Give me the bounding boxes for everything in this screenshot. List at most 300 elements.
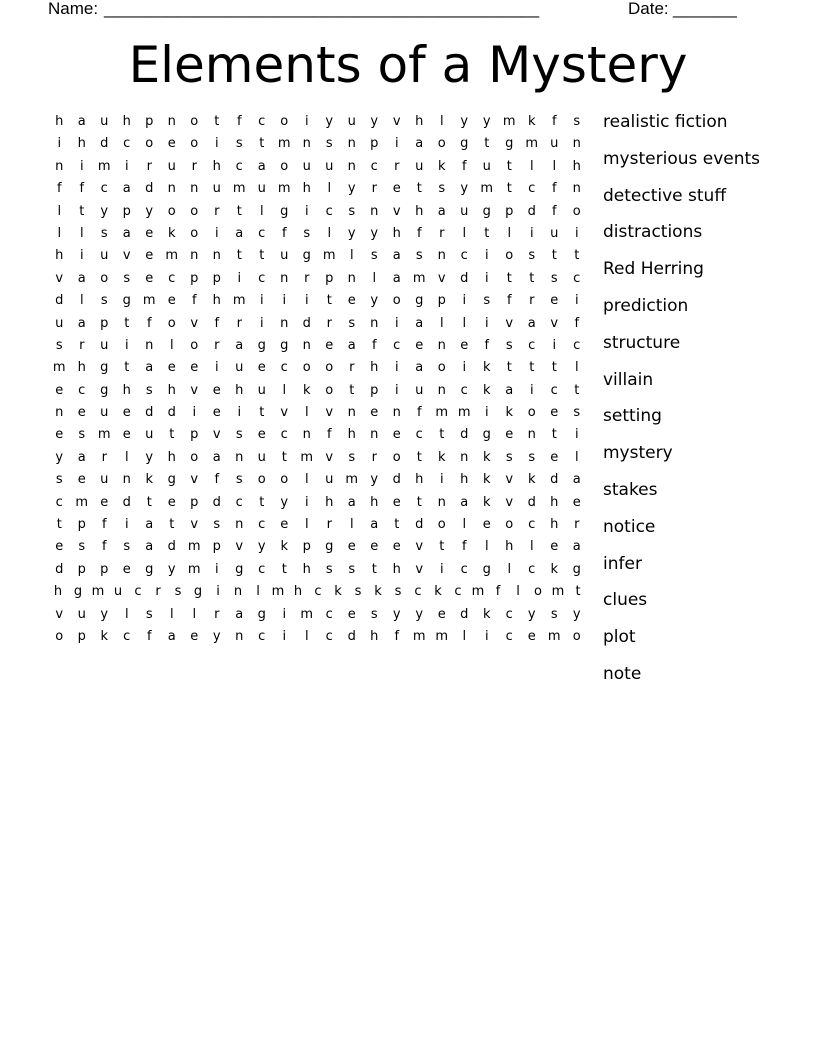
- grid-letter: u: [167, 158, 176, 174]
- grid-letter: y: [100, 606, 109, 622]
- grid-letter: i: [304, 114, 309, 129]
- grid-letter: e: [392, 181, 401, 197]
- grid-letter: e: [212, 405, 221, 421]
- grid-letter: d: [167, 539, 176, 555]
- grid-letter: c: [78, 382, 86, 398]
- grid-letter: f: [461, 158, 467, 174]
- grid-letter: c: [123, 136, 131, 152]
- grid-letter: n: [437, 382, 446, 398]
- grid-letter: d: [347, 628, 356, 644]
- grid-letter: t: [124, 360, 130, 376]
- grid-letter: k: [482, 472, 491, 488]
- grid-letter: t: [371, 561, 377, 577]
- grid-letter: c: [280, 427, 288, 443]
- grid-letter: t: [439, 427, 445, 443]
- grid-letter: a: [77, 114, 86, 129]
- grid-letter: r: [214, 337, 220, 353]
- grid-letter: m: [232, 181, 246, 197]
- grid-letter: y: [257, 539, 266, 555]
- grid-letter: v: [415, 561, 424, 577]
- date-field: _______: [673, 0, 737, 18]
- grid-row: [48, 156, 588, 178]
- grid-row: [48, 223, 588, 245]
- grid-letter: k: [280, 539, 289, 555]
- word-list-item: stakes: [603, 479, 658, 500]
- grid-letter: t: [551, 360, 557, 376]
- grid-letter: h: [55, 248, 64, 264]
- grid-letter: y: [482, 114, 491, 129]
- grid-letter: n: [347, 405, 356, 421]
- grid-letter: r: [574, 517, 580, 533]
- grid-letter: h: [550, 517, 559, 533]
- grid-letter: k: [527, 472, 536, 488]
- grid-letter: e: [437, 606, 446, 622]
- grid-letter: d: [527, 203, 536, 219]
- grid-letter: c: [134, 584, 142, 600]
- grid-letter: m: [547, 628, 561, 644]
- word-list-item: plot: [603, 627, 636, 648]
- grid-letter: g: [280, 203, 289, 219]
- grid-letter: e: [55, 382, 64, 398]
- grid-letter: g: [193, 584, 203, 600]
- grid-letter: v: [392, 203, 401, 219]
- grid-letter: i: [574, 293, 579, 309]
- grid-letter: c: [258, 561, 266, 577]
- grid-letter: a: [415, 136, 424, 152]
- grid-letter: i: [304, 293, 309, 309]
- grid-letter: p: [325, 270, 334, 286]
- header: [48, 0, 748, 21]
- grid-letter: y: [370, 293, 379, 309]
- grid-letter: s: [55, 472, 63, 488]
- grid-letter: c: [415, 427, 423, 443]
- grid-letter: s: [354, 584, 362, 600]
- grid-letter: l: [57, 225, 62, 241]
- grid-letter: s: [438, 181, 446, 197]
- grid-letter: u: [100, 472, 109, 488]
- grid-letter: u: [100, 337, 109, 353]
- grid-letter: i: [484, 315, 489, 331]
- grid-letter: h: [370, 360, 379, 376]
- grid-row: [48, 424, 588, 446]
- grid-letter: e: [392, 494, 401, 510]
- grid-letter: y: [460, 181, 469, 197]
- grid-letter: s: [505, 449, 513, 465]
- grid-letter: e: [370, 405, 379, 421]
- grid-letter: c: [325, 628, 333, 644]
- grid-letter: c: [550, 382, 558, 398]
- grid-letter: t: [259, 136, 265, 152]
- grid-letter: u: [113, 584, 123, 600]
- grid-letter: h: [572, 158, 581, 174]
- grid-letter: l: [327, 181, 332, 197]
- grid-letter: t: [529, 270, 535, 286]
- grid-letter: c: [460, 382, 468, 398]
- grid-letter: f: [101, 539, 107, 555]
- grid-letter: o: [325, 360, 334, 376]
- grid-letter: i: [394, 382, 399, 398]
- grid-letter: c: [573, 270, 581, 286]
- grid-letter: p: [77, 628, 86, 644]
- grid-letter: i: [259, 293, 264, 309]
- grid-row: [48, 492, 588, 514]
- grid-letter: s: [415, 248, 423, 264]
- grid-letter: s: [303, 225, 311, 241]
- grid-letter: v: [190, 517, 199, 533]
- grid-letter: u: [77, 606, 86, 622]
- grid-letter: g: [482, 203, 491, 219]
- grid-letter: o: [534, 584, 542, 600]
- grid-letter: n: [280, 270, 289, 286]
- grid-letter: s: [213, 517, 221, 533]
- grid-letter: f: [101, 517, 107, 533]
- grid-letter: k: [482, 360, 491, 376]
- grid-letter: e: [460, 337, 469, 353]
- grid-row: [48, 604, 588, 626]
- grid-letter: c: [414, 584, 422, 600]
- grid-letter: e: [280, 517, 289, 533]
- grid-letter: d: [145, 181, 154, 197]
- grid-letter: m: [322, 248, 336, 264]
- grid-letter: s: [235, 472, 243, 488]
- grid-letter: a: [212, 449, 221, 465]
- grid-letter: u: [55, 315, 64, 331]
- grid-letter: n: [460, 449, 469, 465]
- grid-letter: f: [214, 315, 220, 331]
- grid-letter: e: [370, 539, 379, 555]
- grid-letter: p: [370, 382, 379, 398]
- grid-letter: f: [236, 114, 242, 129]
- grid-letter: i: [439, 561, 444, 577]
- grid-letter: f: [79, 181, 85, 197]
- grid-letter: t: [326, 293, 332, 309]
- grid-letter: s: [78, 427, 86, 443]
- grid-letter: s: [235, 427, 243, 443]
- grid-letter: i: [484, 270, 489, 286]
- grid-letter: s: [55, 337, 63, 353]
- grid-letter: s: [325, 561, 333, 577]
- grid-letter: i: [216, 584, 220, 600]
- grid-letter: t: [281, 449, 287, 465]
- word-list-item: Red Herring: [603, 259, 704, 280]
- grid-letter: u: [257, 449, 266, 465]
- grid-letter: s: [528, 248, 536, 264]
- grid-letter: y: [460, 114, 469, 129]
- grid-letter: h: [212, 158, 221, 174]
- grid-row: [48, 290, 588, 312]
- grid-letter: s: [348, 449, 356, 465]
- grid-letter: u: [145, 427, 154, 443]
- grid-letter: g: [482, 427, 491, 443]
- grid-letter: m: [97, 158, 111, 174]
- grid-letter: n: [437, 494, 446, 510]
- grid-letter: h: [370, 628, 379, 644]
- grid-letter: i: [462, 293, 467, 309]
- grid-letter: l: [529, 539, 534, 555]
- grid-letter: a: [370, 517, 379, 533]
- grid-letter: v: [550, 315, 559, 331]
- grid-letter: e: [257, 360, 266, 376]
- grid-letter: l: [462, 628, 467, 644]
- grid-letter: d: [460, 606, 469, 622]
- grid-letter: y: [370, 472, 379, 488]
- grid-letter: e: [550, 405, 559, 421]
- grid-letter: h: [325, 494, 334, 510]
- grid-letter: d: [167, 405, 176, 421]
- grid-letter: p: [77, 517, 86, 533]
- grid-letter: e: [145, 248, 154, 264]
- grid-letter: g: [460, 136, 469, 152]
- grid-letter: s: [573, 405, 581, 421]
- grid-letter: o: [392, 449, 401, 465]
- grid-letter: n: [55, 158, 64, 174]
- grid-letter: t: [574, 382, 580, 398]
- grid-letter: u: [482, 158, 491, 174]
- word-list-item: structure: [603, 332, 681, 353]
- grid-letter: f: [506, 293, 512, 309]
- grid-letter: e: [392, 427, 401, 443]
- grid-letter: u: [460, 203, 469, 219]
- grid-letter: a: [145, 517, 154, 533]
- grid-row: [48, 268, 588, 290]
- grid-letter: a: [347, 494, 356, 510]
- grid-letter: h: [302, 561, 311, 577]
- grid-letter: s: [348, 203, 356, 219]
- grid-letter: e: [527, 628, 536, 644]
- grid-letter: f: [495, 584, 501, 600]
- grid-letter: t: [214, 114, 220, 129]
- grid-letter: i: [304, 203, 309, 219]
- grid-letter: t: [506, 360, 512, 376]
- grid-letter: c: [528, 517, 536, 533]
- grid-letter: n: [302, 427, 311, 443]
- grid-letter: a: [460, 494, 469, 510]
- word-list: [603, 110, 808, 699]
- grid-letter: l: [484, 539, 489, 555]
- grid-letter: t: [416, 494, 422, 510]
- grid-letter: r: [326, 517, 332, 533]
- grid-letter: d: [145, 405, 154, 421]
- grid-letter: i: [79, 158, 84, 174]
- grid-letter: a: [235, 606, 244, 622]
- grid-letter: n: [347, 270, 356, 286]
- grid-letter: a: [392, 248, 401, 264]
- grid-letter: a: [167, 628, 176, 644]
- grid-letter: n: [347, 158, 356, 174]
- grid-letter: e: [145, 225, 154, 241]
- grid-letter: u: [325, 158, 334, 174]
- grid-letter: k: [482, 606, 491, 622]
- grid-letter: u: [280, 248, 289, 264]
- grid-letter: m: [52, 360, 66, 376]
- grid-letter: i: [484, 405, 489, 421]
- grid-letter: p: [100, 315, 109, 331]
- grid-letter: h: [122, 114, 131, 129]
- grid-letter: v: [212, 427, 221, 443]
- grid-letter: p: [190, 427, 199, 443]
- grid-letter: e: [550, 539, 559, 555]
- grid-letter: y: [145, 449, 154, 465]
- grid-letter: s: [78, 539, 86, 555]
- grid-letter: e: [77, 405, 86, 421]
- grid-letter: r: [214, 203, 220, 219]
- grid-letter: o: [190, 203, 199, 219]
- grid-letter: o: [280, 472, 289, 488]
- grid-row: [48, 313, 588, 335]
- grid-letter: l: [79, 293, 84, 309]
- grid-letter: a: [572, 539, 581, 555]
- grid-row: [48, 402, 588, 424]
- grid-letter: t: [529, 360, 535, 376]
- grid-letter: s: [100, 225, 108, 241]
- grid-letter: l: [304, 628, 309, 644]
- grid-letter: p: [212, 539, 221, 555]
- grid-row: [48, 581, 588, 603]
- grid-letter: m: [471, 584, 485, 600]
- grid-letter: i: [214, 136, 219, 152]
- grid-letter: y: [280, 494, 289, 510]
- grid-letter: h: [370, 494, 379, 510]
- grid-letter: l: [462, 315, 467, 331]
- grid-letter: y: [347, 181, 356, 197]
- grid-letter: r: [394, 158, 400, 174]
- grid-letter: n: [572, 136, 581, 152]
- grid-letter: a: [572, 472, 581, 488]
- grid-letter: m: [412, 270, 426, 286]
- grid-letter: e: [122, 405, 131, 421]
- grid-letter: t: [56, 517, 62, 533]
- grid-letter: p: [100, 561, 109, 577]
- grid-letter: d: [55, 561, 64, 577]
- grid-letter: c: [280, 360, 288, 376]
- grid-letter: t: [236, 248, 242, 264]
- grid-letter: o: [280, 158, 289, 174]
- grid-letter: i: [237, 405, 242, 421]
- grid-letter: c: [325, 203, 333, 219]
- grid-letter: g: [280, 337, 289, 353]
- grid-letter: t: [484, 136, 490, 152]
- grid-letter: f: [394, 628, 400, 644]
- grid-letter: u: [100, 248, 109, 264]
- grid-letter: e: [482, 517, 491, 533]
- grid-letter: v: [55, 270, 64, 286]
- grid-letter: n: [437, 248, 446, 264]
- grid-letter: o: [190, 114, 199, 129]
- grid-letter: f: [461, 539, 467, 555]
- grid-letter: l: [169, 606, 174, 622]
- grid-letter: i: [124, 158, 129, 174]
- grid-letter: o: [145, 136, 154, 152]
- grid-letter: p: [145, 114, 154, 129]
- grid-letter: m: [525, 136, 539, 152]
- grid-letter: g: [325, 539, 334, 555]
- grid-letter: e: [167, 293, 176, 309]
- grid-letter: p: [505, 203, 514, 219]
- grid-letter: c: [168, 270, 176, 286]
- grid-letter: i: [552, 337, 557, 353]
- grid-letter: r: [79, 337, 85, 353]
- grid-letter: o: [100, 270, 109, 286]
- grid-letter: u: [100, 114, 109, 129]
- word-list-item: clues: [603, 590, 648, 611]
- grid-letter: k: [167, 225, 176, 241]
- grid-letter: n: [190, 248, 199, 264]
- grid-letter: d: [212, 494, 221, 510]
- grid-letter: l: [529, 158, 534, 174]
- grid-letter: u: [415, 158, 424, 174]
- grid-letter: s: [145, 606, 153, 622]
- grid-letter: s: [123, 539, 131, 555]
- grid-letter: r: [236, 315, 242, 331]
- date-label: Date:: [628, 0, 669, 18]
- grid-letter: o: [437, 517, 446, 533]
- grid-letter: r: [101, 449, 107, 465]
- grid-letter: e: [550, 293, 559, 309]
- grid-letter: h: [235, 382, 244, 398]
- grid-letter: h: [415, 472, 424, 488]
- grid-letter: c: [505, 628, 513, 644]
- grid-letter: a: [392, 270, 401, 286]
- grid-letter: a: [122, 225, 131, 241]
- grid-row: [48, 245, 588, 267]
- grid-letter: f: [326, 427, 332, 443]
- grid-letter: i: [282, 293, 287, 309]
- grid-letter: n: [370, 203, 379, 219]
- grid-letter: c: [258, 225, 266, 241]
- grid-letter: t: [551, 248, 557, 264]
- grid-letter: p: [77, 561, 86, 577]
- word-list-item: detective stuff: [603, 185, 727, 206]
- grid-letter: v: [392, 114, 401, 129]
- grid-letter: n: [167, 114, 176, 129]
- grid-letter: v: [505, 315, 514, 331]
- grid-letter: i: [462, 360, 467, 376]
- grid-letter: v: [437, 270, 446, 286]
- grid-letter: m: [277, 181, 291, 197]
- grid-letter: u: [415, 382, 424, 398]
- grid-letter: k: [482, 449, 491, 465]
- grid-letter: r: [529, 293, 535, 309]
- grid-letter: c: [258, 628, 266, 644]
- grid-letter: h: [77, 136, 86, 152]
- grid-letter: g: [415, 293, 424, 309]
- grid-letter: l: [439, 114, 444, 129]
- grid-letter: n: [145, 337, 154, 353]
- grid-letter: v: [190, 315, 199, 331]
- grid-letter: e: [347, 293, 356, 309]
- grid-letter: t: [416, 449, 422, 465]
- grid-row: [48, 469, 588, 491]
- grid-letter: i: [304, 494, 309, 510]
- grid-letter: l: [256, 584, 260, 600]
- grid-letter: s: [483, 293, 491, 309]
- grid-letter: t: [349, 382, 355, 398]
- grid-letter: m: [232, 293, 246, 309]
- grid-letter: f: [191, 293, 197, 309]
- grid-letter: n: [55, 405, 64, 421]
- grid-letter: h: [415, 203, 424, 219]
- grid-letter: r: [326, 315, 332, 331]
- grid-letter: d: [122, 494, 131, 510]
- grid-letter: o: [505, 248, 514, 264]
- grid-letter: m: [187, 539, 201, 555]
- grid-letter: c: [55, 494, 63, 510]
- grid-letter: i: [192, 405, 197, 421]
- grid-letter: n: [235, 517, 244, 533]
- grid-letter: m: [457, 405, 471, 421]
- grid-letter: t: [484, 225, 490, 241]
- grid-letter: t: [169, 517, 175, 533]
